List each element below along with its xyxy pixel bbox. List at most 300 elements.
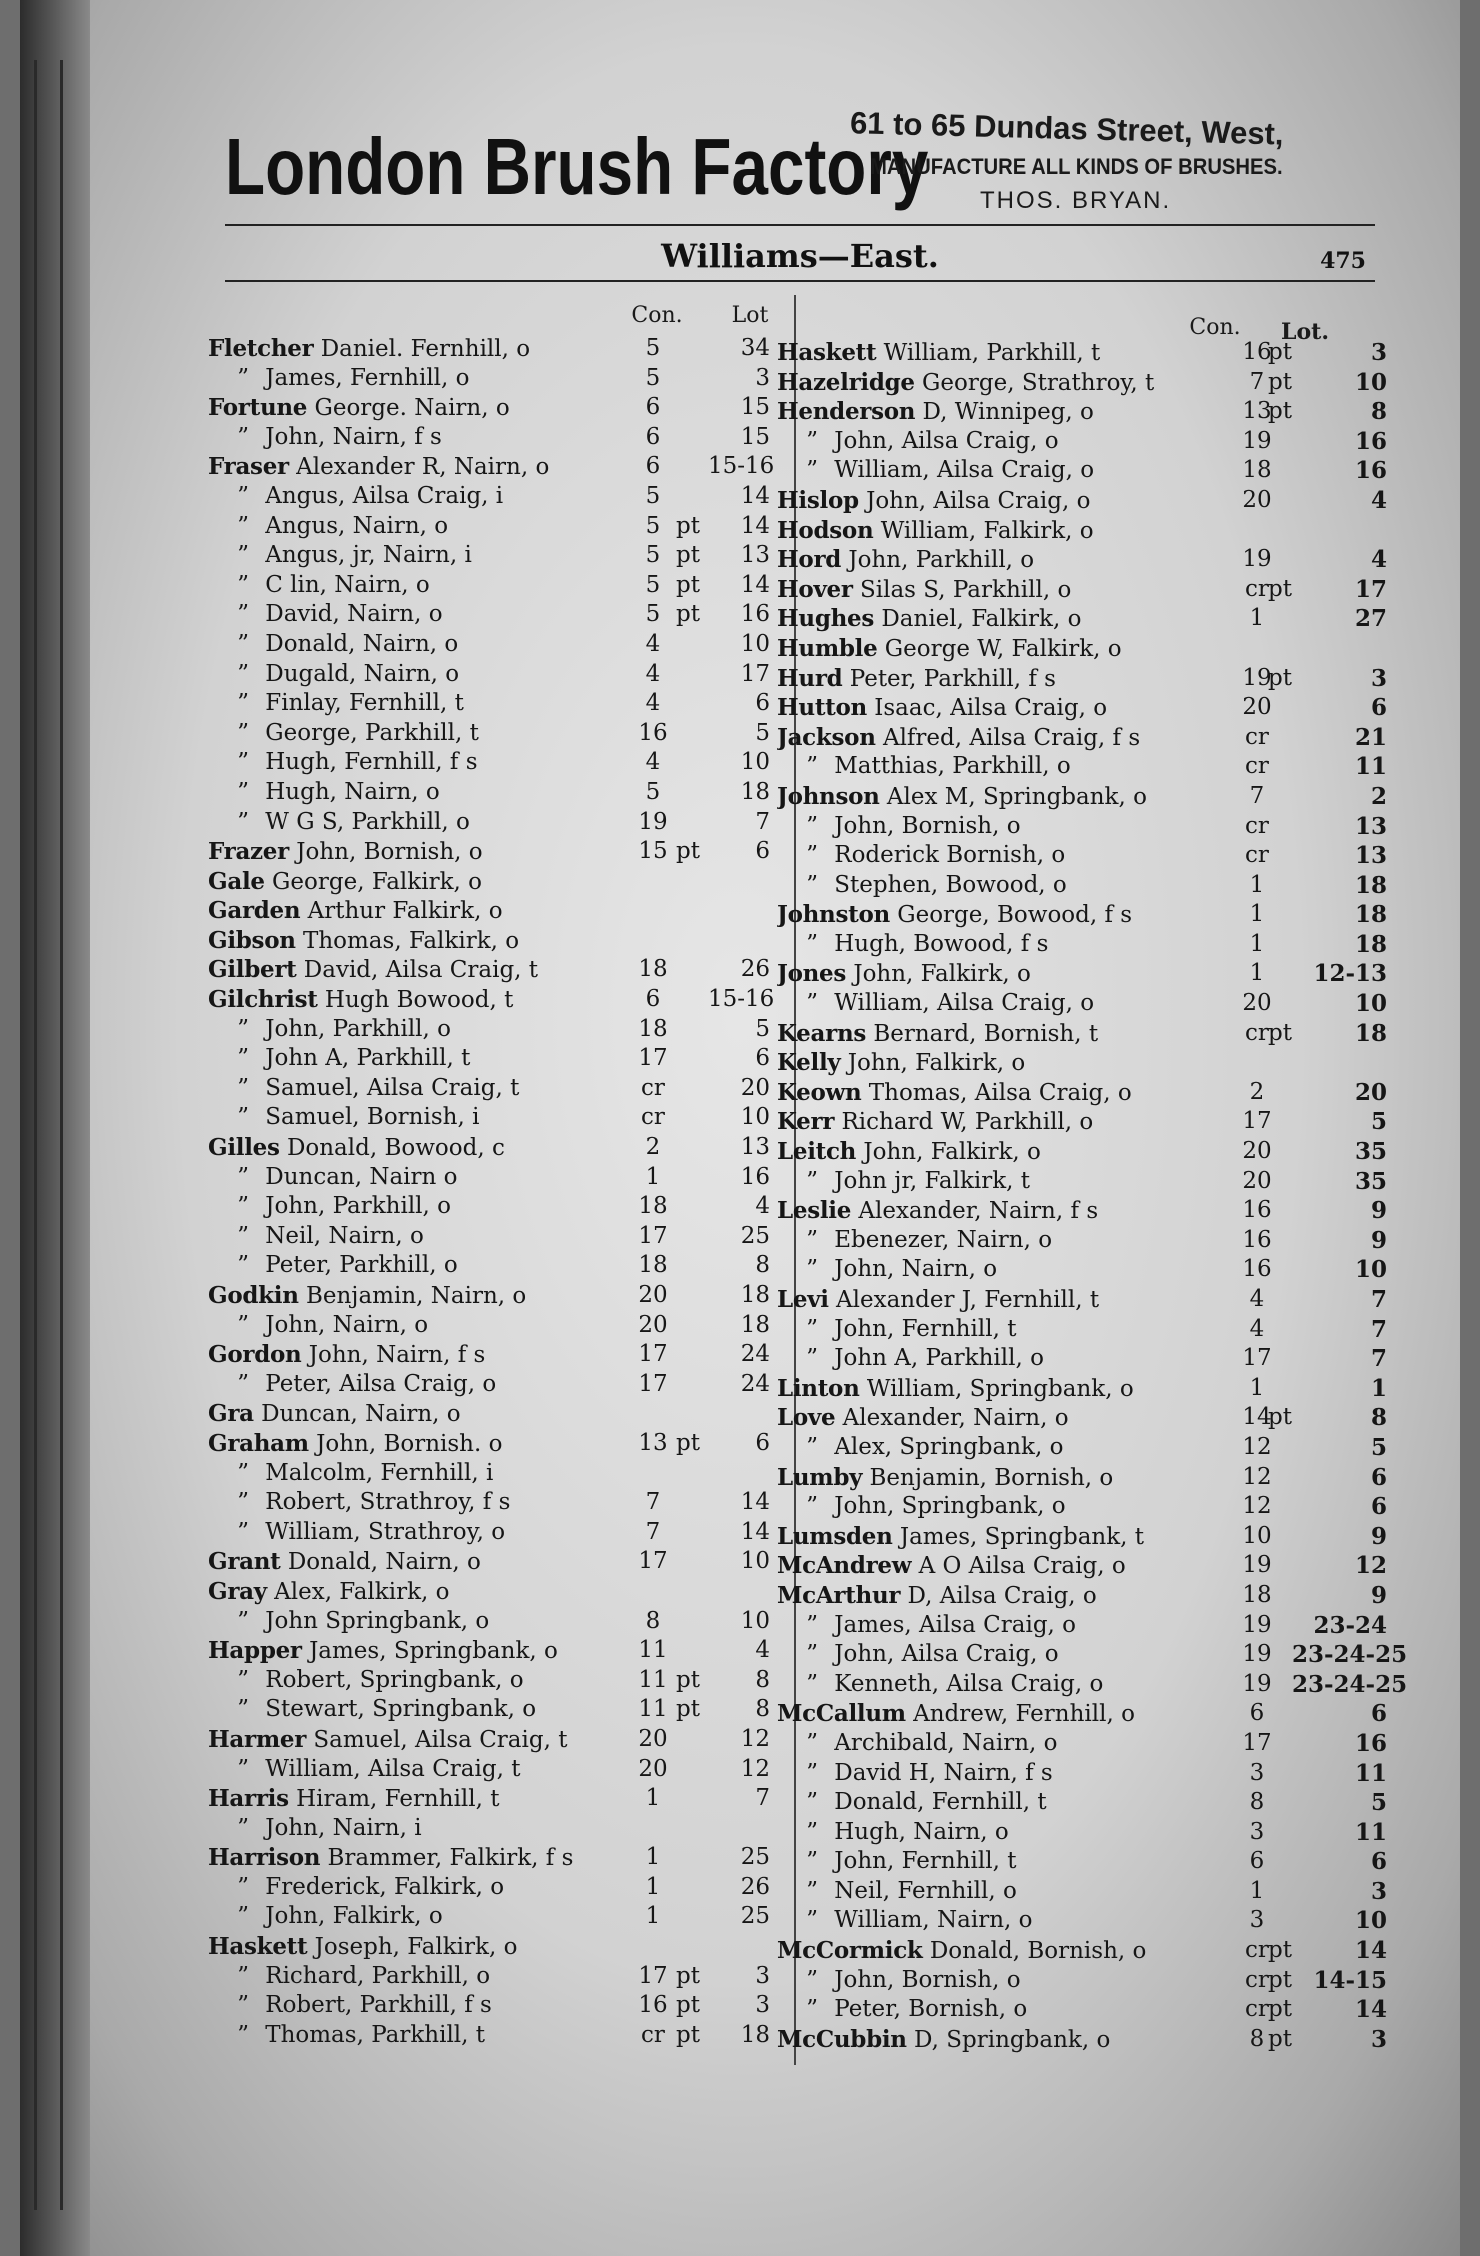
entry-details: Roderick Bornish, o	[834, 842, 1066, 869]
entry-concession: 20	[638, 1282, 668, 1308]
entry-surname: Hislop	[777, 486, 859, 514]
directory-entry	[208, 1399, 778, 1429]
entry-concession: cr	[1245, 1966, 1269, 1993]
directory-entry	[208, 334, 778, 364]
entry-surname: Henderson	[777, 398, 916, 426]
entry-details: Samuel, Bornish, i	[265, 1104, 480, 1131]
entry-name	[208, 689, 608, 719]
entry-name	[777, 1906, 1247, 1936]
entry-part-marker: pt	[676, 542, 700, 569]
entry-details: William, Ailsa Craig, o	[834, 457, 1095, 484]
directory-entry	[777, 664, 1387, 694]
entry-name	[208, 600, 608, 630]
entry-concession: 11	[638, 1666, 668, 1693]
entry-concession: 5	[645, 512, 661, 539]
entry-concession: 18	[1242, 457, 1272, 484]
entry-details: James, Springbank, t	[899, 1523, 1145, 1550]
entry-surname: Linton	[777, 1374, 860, 1402]
directory-entry	[208, 571, 778, 601]
entry-name	[777, 1137, 1247, 1168]
entry-surname: Fletcher	[208, 335, 314, 362]
entry-details: Kenneth, Ailsa Craig, o	[834, 1670, 1104, 1697]
directory-entry	[208, 1873, 778, 1903]
entry-surname: Gibson	[208, 926, 296, 954]
right-con-header: Con.	[1189, 315, 1241, 340]
entry-surname: Leitch	[777, 1138, 857, 1166]
ditto-mark: ”	[237, 1518, 250, 1545]
ditto-mark: ”	[806, 1226, 819, 1253]
directory-entry	[777, 2025, 1387, 2055]
entry-name	[777, 456, 1247, 486]
entry-name	[208, 778, 608, 808]
directory-entry	[208, 1192, 778, 1222]
entry-concession: 3	[1249, 1759, 1265, 1786]
directory-entry	[777, 368, 1387, 398]
entry-name	[777, 1877, 1247, 1907]
entry-concession: 1	[1249, 605, 1265, 632]
advertisement-title: London Brush Factory	[225, 122, 929, 211]
entry-part-marker: pt	[676, 838, 700, 865]
ditto-mark: ”	[806, 1167, 819, 1194]
directory-entry	[208, 808, 778, 838]
entry-surname: Gale	[208, 867, 265, 895]
entry-name	[208, 1192, 608, 1222]
directory-entry	[208, 660, 778, 690]
entry-concession: 16	[1242, 1197, 1272, 1224]
entry-surname: Gordon	[208, 1341, 302, 1369]
directory-entry	[777, 782, 1387, 812]
directory-entry	[777, 1463, 1387, 1493]
entry-lot: 23-24-25	[1292, 1641, 1408, 1669]
ditto-mark: ”	[237, 719, 250, 746]
entry-details: Hugh, Nairn, o	[834, 1818, 1009, 1845]
entry-details: John jr, Falkirk, t	[834, 1167, 1031, 1194]
entry-lot: 21	[1354, 723, 1387, 751]
entry-lot: 12	[740, 1755, 770, 1782]
ditto-mark: ”	[237, 1311, 250, 1338]
entry-concession: cr	[641, 1074, 665, 1101]
entry-part-marker: pt	[676, 1666, 700, 1693]
ditto-mark: ”	[237, 482, 250, 509]
entry-concession: cr	[1245, 842, 1269, 869]
entry-details: Alex, Falkirk, o	[274, 1578, 450, 1605]
entry-details: D, Springbank, o	[914, 2026, 1111, 2053]
entry-details: Bernard, Bornish, t	[873, 1020, 1099, 1047]
entry-details: John A, Parkhill, t	[265, 1045, 471, 1072]
directory-entry	[208, 837, 778, 867]
entry-surname: Harrison	[208, 1844, 321, 1872]
entry-details: John, Parkhill, o	[265, 1015, 452, 1042]
entry-lot: 4	[1370, 546, 1387, 574]
entry-name	[777, 871, 1247, 901]
entry-lot: 4	[755, 1637, 770, 1664]
directory-entry	[208, 1843, 778, 1873]
directory-entry	[208, 1222, 778, 1252]
entry-name	[208, 1370, 608, 1400]
entry-details: John, Nairn, o	[265, 1311, 429, 1338]
entry-concession: 1	[1249, 901, 1265, 928]
ditto-mark: ”	[806, 842, 819, 869]
entry-details: Andrew, Fernhill, o	[913, 1701, 1135, 1728]
entry-name	[208, 1074, 608, 1104]
entry-name	[208, 1311, 608, 1341]
directory-entry	[208, 1370, 778, 1400]
entry-details: George W, Falkirk, o	[884, 635, 1122, 662]
entry-concession: 20	[1242, 694, 1272, 721]
entry-lot: 3	[1370, 2025, 1387, 2053]
entry-lot: 18	[1354, 930, 1387, 958]
ditto-mark: ”	[237, 749, 250, 776]
entry-name	[208, 1636, 608, 1667]
entry-surname: Gilchrist	[208, 986, 318, 1014]
entry-name	[777, 989, 1247, 1019]
entry-details: John, Ailsa Craig, o	[866, 487, 1091, 514]
entry-name	[208, 1429, 608, 1460]
entry-name	[208, 1222, 608, 1252]
directory-entry	[777, 1936, 1387, 1966]
ditto-mark: ”	[237, 778, 250, 805]
entry-name	[777, 1611, 1247, 1641]
entry-concession: cr	[1245, 1937, 1269, 1964]
entry-name	[777, 1226, 1247, 1256]
directory-entry	[208, 1666, 778, 1696]
entry-concession: cr	[1245, 812, 1269, 839]
entry-surname: Lumsden	[777, 1522, 893, 1550]
directory-entry	[777, 1581, 1387, 1611]
entry-details: Alexander, Nairn, f s	[858, 1198, 1099, 1225]
ditto-mark: ”	[237, 1459, 250, 1486]
directory-entry	[777, 1699, 1387, 1729]
entry-details: Benjamin, Bornish, o	[869, 1464, 1114, 1491]
entry-details: John, Bornish, o	[834, 1966, 1021, 1993]
entry-lot: 9	[1370, 1522, 1387, 1550]
entry-lot: 3	[755, 364, 770, 391]
directory-entry	[777, 1966, 1387, 1996]
entry-name	[208, 482, 608, 512]
entry-concession: 1	[1249, 930, 1265, 957]
entry-surname: Happer	[208, 1637, 302, 1665]
ditto-mark: ”	[237, 2021, 250, 2048]
entry-name	[777, 2025, 1247, 2056]
entry-lot: 7	[1370, 1315, 1387, 1343]
entry-lot: 15-16	[708, 453, 775, 480]
entry-part-marker: pt	[676, 512, 700, 539]
entry-name	[208, 1814, 608, 1844]
entry-lot: 7	[755, 1785, 770, 1812]
entry-details: Samuel, Ailsa Craig, t	[313, 1726, 568, 1753]
directory-entry	[777, 900, 1387, 930]
entry-lot: 6	[1370, 1848, 1387, 1876]
entry-part-marker: pt	[1268, 368, 1292, 395]
entry-lot: 18	[1354, 871, 1387, 899]
entry-details: Hugh, Fernhill, f s	[265, 749, 478, 776]
entry-surname: Levi	[777, 1286, 829, 1313]
directory-entry	[777, 1255, 1387, 1285]
entry-concession: 4	[1249, 1315, 1265, 1342]
entry-details: Arthur Falkirk, o	[307, 898, 503, 925]
entry-concession: 14	[1242, 1404, 1272, 1431]
entry-surname: Kearns	[777, 1019, 867, 1047]
entry-name	[777, 575, 1247, 606]
entry-name	[777, 1078, 1247, 1109]
directory-entry	[208, 512, 778, 542]
entry-lot: 15-16	[708, 986, 775, 1013]
entry-lot: 20	[740, 1074, 770, 1101]
entry-concession: 1	[1249, 1877, 1265, 1904]
entry-lot: 3	[1370, 664, 1387, 692]
entry-concession: 16	[1242, 1256, 1272, 1283]
entry-surname: McCallum	[777, 1700, 906, 1728]
ditto-mark: ”	[237, 1370, 250, 1397]
entry-lot: 13	[740, 542, 770, 569]
entry-name	[777, 1463, 1247, 1494]
entry-details: John, Parkhill, o	[848, 547, 1035, 574]
directory-entry	[208, 1991, 778, 2021]
entry-name	[777, 1847, 1247, 1877]
directory-entry	[777, 545, 1387, 575]
entry-name	[208, 1281, 608, 1312]
entry-lot: 35	[1354, 1138, 1387, 1166]
entry-surname: Keown	[777, 1078, 862, 1106]
entry-lot: 14	[740, 512, 770, 539]
ditto-mark: ”	[237, 808, 250, 835]
entry-details: Donald, Nairn, o	[287, 1549, 481, 1576]
entry-lot: 9	[1370, 1581, 1387, 1609]
entry-details: Robert, Parkhill, f s	[265, 1992, 492, 2019]
directory-entry	[777, 1433, 1387, 1463]
directory-entry	[208, 1902, 778, 1932]
section-title: Williams—East.	[661, 237, 939, 275]
directory-entry	[777, 752, 1387, 782]
entry-details: Isaac, Ailsa Craig, o	[874, 695, 1108, 722]
left-con-header: Con.	[631, 303, 683, 328]
entry-lot: 6	[1370, 1700, 1387, 1728]
entry-lot: 4	[1370, 486, 1387, 514]
entry-details: Thomas, Falkirk, o	[303, 927, 520, 954]
entry-concession: cr	[1245, 1019, 1269, 1046]
entry-lot: 6	[1370, 694, 1387, 722]
ditto-mark: ”	[237, 1163, 250, 1190]
entry-name	[208, 393, 608, 424]
entry-name	[208, 1755, 608, 1785]
directory-entry	[777, 1048, 1383, 1078]
directory-entry	[777, 1137, 1387, 1167]
entry-concession: 1	[645, 1873, 661, 1900]
entry-name	[777, 1315, 1247, 1345]
entry-name	[777, 516, 1247, 547]
directory-entry	[777, 1818, 1387, 1848]
directory-entry	[208, 1103, 778, 1133]
entry-lot: 9	[1370, 1226, 1387, 1254]
entry-details: George. Nairn, o	[314, 395, 510, 422]
ditto-mark: ”	[806, 990, 819, 1017]
entry-concession: 13	[1242, 398, 1272, 425]
entry-name	[208, 630, 608, 660]
banner-rule	[225, 224, 1375, 226]
entry-details: Duncan, Nairn, o	[261, 1401, 461, 1428]
entry-surname: Jackson	[777, 723, 876, 751]
entry-name	[777, 486, 1247, 517]
directory-entry	[208, 1784, 778, 1814]
entry-name	[777, 368, 1247, 399]
entry-name	[777, 664, 1247, 695]
directory-entry	[777, 1226, 1387, 1256]
entry-concession: 20	[1242, 1167, 1272, 1194]
entry-name	[208, 541, 608, 571]
ditto-mark: ”	[237, 601, 250, 628]
ditto-mark: ”	[237, 1607, 250, 1634]
entry-name	[208, 985, 608, 1016]
entry-lot: 10	[1354, 1256, 1387, 1284]
entry-details: Daniel. Fernhill, o	[320, 336, 531, 362]
entry-details: William, Parkhill, t	[883, 340, 1101, 366]
directory-entry	[777, 959, 1387, 989]
entry-name	[208, 512, 608, 542]
entry-concession: 1	[1249, 871, 1265, 898]
entry-lot: 16	[1354, 427, 1387, 455]
directory-entry	[208, 1429, 778, 1459]
entry-name	[208, 1666, 608, 1696]
entry-details: George, Strathroy, t	[922, 369, 1155, 396]
ditto-mark: ”	[806, 1877, 819, 1904]
entry-details: John, Falkirk, o	[265, 1903, 443, 1930]
entry-lot: 16	[740, 1163, 770, 1190]
entry-name	[208, 719, 608, 749]
entry-concession: 8	[1249, 2025, 1265, 2052]
entry-name	[208, 1873, 608, 1903]
entry-name	[208, 1163, 608, 1193]
directory-entry	[777, 397, 1387, 427]
entry-details: W G S, Parkhill, o	[265, 808, 470, 835]
entry-concession: 19	[1242, 1611, 1272, 1638]
directory-entry	[777, 456, 1387, 486]
entry-name	[777, 1522, 1247, 1553]
directory-entry	[777, 1344, 1387, 1374]
spine-ridge	[60, 60, 63, 2210]
entry-details: Thomas, Parkhill, t	[265, 2021, 486, 2048]
entry-lot: 27	[1354, 605, 1387, 633]
spine-ridge	[34, 60, 37, 2210]
entry-lot: 6	[1370, 1493, 1387, 1521]
directory-entry	[777, 812, 1387, 842]
directory-entry	[777, 841, 1387, 871]
entry-name	[777, 723, 1247, 754]
entry-details: Neil, Nairn, o	[265, 1222, 424, 1249]
entry-surname: Frazer	[208, 838, 289, 866]
directory-entry	[777, 723, 1387, 753]
entry-name	[208, 1932, 608, 1963]
ditto-mark: ”	[806, 1611, 819, 1638]
entry-lot: 10	[1354, 368, 1387, 396]
entry-name	[208, 748, 608, 778]
entry-details: Matthias, Parkhill, o	[834, 753, 1071, 780]
ditto-mark: ”	[237, 660, 250, 687]
entry-surname: McCormick	[777, 1937, 923, 1965]
entry-lot: 3	[1370, 339, 1387, 366]
ditto-mark: ”	[806, 1345, 819, 1372]
entry-lot: 26	[740, 1873, 770, 1900]
entry-name	[208, 1962, 608, 1992]
entry-name	[777, 634, 1247, 665]
directory-entry	[208, 423, 778, 453]
entry-surname: Hutton	[777, 694, 867, 722]
directory-entry	[208, 1015, 778, 1045]
directory-entry	[208, 1518, 778, 1548]
entry-concession: 18	[638, 956, 668, 983]
entry-surname: Godkin	[208, 1282, 299, 1309]
entry-details: Archibald, Nairn, o	[834, 1729, 1058, 1756]
entry-concession: 1	[645, 1785, 661, 1812]
entry-part-marker: pt	[1268, 1019, 1292, 1046]
entry-surname: Grant	[208, 1548, 281, 1576]
entry-name	[208, 1103, 608, 1133]
entry-concession: cr	[1245, 753, 1269, 780]
entry-lot: 17	[1354, 575, 1387, 603]
entry-surname: Hodson	[777, 516, 874, 544]
entry-concession: 16	[1242, 1226, 1272, 1253]
directory-entry	[208, 630, 778, 660]
entry-concession: 17	[638, 1045, 668, 1072]
entry-surname: Haskett	[208, 1933, 308, 1961]
entry-lot: 18	[740, 2021, 770, 2048]
entry-concession: 19	[1242, 546, 1272, 573]
directory-entry	[208, 1281, 778, 1311]
directory-entry	[208, 748, 778, 778]
entry-lot: 14	[740, 571, 770, 598]
entry-details: David, Nairn, o	[265, 601, 443, 628]
ditto-mark: ”	[237, 1222, 250, 1249]
entry-concession: 20	[1242, 990, 1272, 1017]
entry-name	[777, 1818, 1247, 1848]
entry-name	[777, 1433, 1247, 1463]
entry-name	[208, 1843, 608, 1874]
directory-entry	[777, 930, 1387, 960]
ditto-mark: ”	[237, 571, 250, 598]
directory-entry	[208, 867, 778, 897]
advertisement-proprietor: THOS. BRYAN.	[980, 187, 1172, 214]
directory-entry	[208, 1488, 778, 1518]
entry-part-marker: pt	[676, 571, 700, 598]
entry-name	[208, 1991, 608, 2021]
entry-lot: 11	[1354, 1818, 1387, 1846]
entry-name	[208, 1607, 608, 1637]
entry-lot: 14	[740, 482, 770, 509]
entry-concession: 13	[638, 1429, 668, 1456]
directory-entry	[208, 689, 778, 719]
entry-lot: 10	[1354, 990, 1387, 1018]
entry-concession: 11	[638, 1637, 668, 1664]
directory-entry	[777, 1611, 1387, 1641]
entry-concession: 8	[1249, 1789, 1265, 1816]
entry-details: Malcolm, Fernhill, i	[265, 1459, 494, 1486]
entry-part-marker: pt	[1268, 664, 1292, 691]
directory-entry	[777, 693, 1387, 723]
entry-name	[208, 1518, 608, 1548]
entry-name	[208, 1044, 608, 1074]
directory-entry	[208, 1962, 778, 1992]
entry-lot: 7	[1370, 1286, 1387, 1313]
entry-concession: 19	[638, 808, 668, 835]
directory-entry	[208, 1636, 778, 1666]
entry-lot: 3	[1370, 1877, 1387, 1905]
entry-concession: 5	[645, 364, 661, 391]
ditto-mark: ”	[237, 1045, 250, 1072]
entry-lot: 12	[740, 1725, 770, 1752]
ditto-mark: ”	[237, 1903, 250, 1930]
entry-lot: 9	[1370, 1197, 1387, 1225]
entry-lot: 20	[1354, 1078, 1387, 1106]
entry-lot: 8	[755, 1252, 770, 1279]
